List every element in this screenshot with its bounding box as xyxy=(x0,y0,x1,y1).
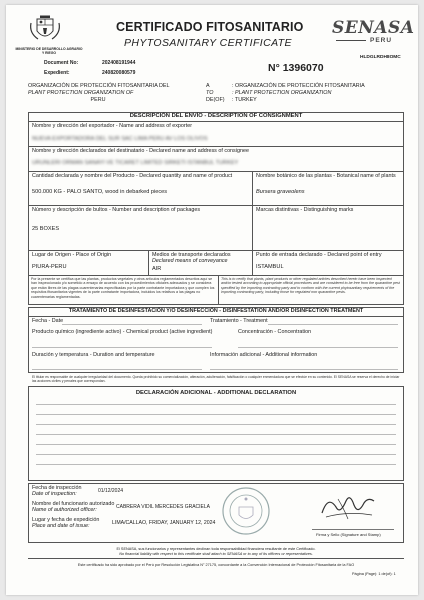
rule xyxy=(28,275,404,276)
expedient-value: 240820080579 xyxy=(102,70,136,76)
rule xyxy=(28,171,404,172)
rule xyxy=(28,558,404,559)
from-org-es: ORGANIZACIÓN DE PROTECCIÓN FITOSANITARIA DEL xyxy=(28,83,170,89)
to-of: DE(OF) xyxy=(206,97,225,103)
expedient-label: Expedient: xyxy=(44,70,70,76)
additional-info-label: Información adicional - Additional information xyxy=(210,352,318,358)
concentration-label: Concentración - Concentration xyxy=(238,329,312,335)
consignment-title: DESCRIPCIÓN DEL ENVÍO - DESCRIPTION OF CONSIGNMENT xyxy=(129,113,303,119)
rule xyxy=(36,404,396,405)
certificate-page xyxy=(6,5,418,595)
rule xyxy=(32,369,202,370)
botanical-label: Nombre botánico de las plantas - Botanical name of plants xyxy=(256,173,396,179)
rule xyxy=(36,414,396,415)
transport-value: AIR xyxy=(152,266,162,272)
exporter-value: NUEVA EXPORTADORA DEL SUR SAC LIMA PERU AV LOS OLIVOS xyxy=(32,136,208,142)
botanical-value: Bursera graveolens xyxy=(256,189,305,195)
certification-text-en: This is to certify that plants, plant products or other regulated articles described herein have been inspected and/or tested according to appropriate official procedures and are considered to be free from the quarantine pest specified by the importing contracting party and to conform with the current phytosanitary requirements of the importing contracting party, including those for regulated non quarantine pests. xyxy=(221,277,400,295)
certificate-number: N° 1396070 xyxy=(268,62,324,74)
transport-label-es: Medios de transporte declarados xyxy=(152,252,231,258)
signature-caption: Firma y Sello (Signature and Stamp) xyxy=(316,532,381,537)
senasa-logo: SENASA xyxy=(332,18,415,38)
additional-declaration-title: DECLARACIÓN ADICIONAL - ADDITIONAL DECLARATION xyxy=(135,390,297,396)
declaration-lines xyxy=(36,404,396,474)
entry-value: ISTAMBUL xyxy=(256,264,284,270)
rule xyxy=(28,205,404,206)
entry-label: Punto de entrada declarado - Declared point of entry xyxy=(256,252,382,258)
rule xyxy=(28,250,404,251)
treatment-label: Tratamiento - Treatment xyxy=(210,318,268,324)
document-no-label: Document No: xyxy=(44,60,79,66)
rule xyxy=(268,324,398,325)
rule xyxy=(36,454,396,455)
rule xyxy=(28,146,404,147)
rule xyxy=(36,434,396,435)
to-a: A xyxy=(206,83,210,89)
treatment-title: TRATAMIENTO DE DESINFESTACIÓN Y/O DESINFECCIÓN - DISINFESTATION AND/OR DISINFECTION TREATMENT xyxy=(68,308,364,314)
quantity-value: 500.000 KG - PALO SANTO, wood in debarked pieces xyxy=(32,189,168,195)
treatment-date-label: Fecha - Date xyxy=(32,318,64,324)
rule xyxy=(252,250,253,275)
place-label-en: Place and date of issue: xyxy=(32,523,90,529)
origin-label: Lugar de Origen - Place of Origin xyxy=(32,252,112,258)
transport-label-en: Declared means of conveyance xyxy=(152,258,228,264)
title-english: PHYTOSANITARY CERTIFICATE xyxy=(124,37,292,49)
packages-label: Número y descripción de bultos - Number and description of packages xyxy=(32,207,201,213)
ministry-name: MINISTERIO DE DESARROLLO AGRARIO Y RIEGO xyxy=(15,47,83,55)
inspection-date-label-en: Date of inspection: xyxy=(32,491,77,497)
inspection-date-label-es: Fecha de inspección xyxy=(32,485,82,491)
officer-signature xyxy=(318,489,378,523)
rule xyxy=(36,444,396,445)
rule xyxy=(36,464,396,465)
rule xyxy=(218,275,219,305)
officer-name: CABRERA VIDIL MERCEDES GRACIELA xyxy=(116,504,211,510)
document-no-value: 202408191944 xyxy=(102,60,136,66)
from-org-country: PERU xyxy=(90,97,106,103)
rule xyxy=(62,324,202,325)
rule xyxy=(238,347,398,348)
to-to: TO xyxy=(206,90,214,96)
from-org-en: PLANT PROTECTION ORGANIZATION OF xyxy=(28,90,134,96)
title-spanish: CERTIFICADO FITOSANITARIO xyxy=(116,20,304,34)
place-date-value: LIMA/CALLAO, FRIDAY, JANUARY 12, 2024 xyxy=(112,520,216,526)
inspection-date-value: 01/12/2024 xyxy=(98,488,124,494)
senasa-logo-sub: PERU xyxy=(370,37,393,44)
official-stamp xyxy=(220,485,272,537)
chemical-label: Producto químico (ingrediente activo) - Chemical product (active ingredient) xyxy=(32,329,213,335)
officer-label-en: Name of authorized officer: xyxy=(32,507,97,513)
rule xyxy=(210,369,398,370)
rule xyxy=(28,121,404,122)
origin-value: PIURA-PERU xyxy=(32,264,67,270)
marks-label: Marcas distintivas - Distinguishing marks xyxy=(256,207,354,213)
quantity-label: Cantidad declarada y nombre del Producto - Declared quantity and name of product xyxy=(32,173,233,179)
rule xyxy=(28,316,404,317)
rule xyxy=(148,250,149,275)
rule xyxy=(32,347,212,348)
to-org-es: : ORGANIZACIÓN DE PROTECCIÓN FITOSANITARIA xyxy=(232,83,365,89)
rule xyxy=(312,529,394,530)
place-label-es: Lugar y fecha de expedición xyxy=(32,517,100,523)
to-country: : TURKEY xyxy=(232,97,257,103)
peru-coat-of-arms xyxy=(28,15,62,45)
logo-underline xyxy=(336,40,366,41)
footer-disclaimer-es: El SENASA, sus funcionarios y representantes declinan toda responsabilidad financiera resultante de este Certificado. xyxy=(116,547,316,551)
packages-value: 25 BOXES xyxy=(32,226,60,232)
duration-label: Duración y temperatura - Duration and temperature xyxy=(32,352,155,358)
consignee-value: URUNLERI ORMAN SANAYI VE TICARET LIMITED SIRKETI ISTANBUL TURKEY xyxy=(32,160,239,166)
footer-legal: Este certificado ha sido aprobado por el Perú por Resolución Legislativa N° 27175, concordante a la Convención Internacional de Protección Fitosanitaria de la FAO xyxy=(77,563,355,567)
to-org-en: : PLANT PROTECTION ORGANIZATION xyxy=(232,90,332,96)
certification-text-es: Por la presente se certifica que las plantas, productos vegetales y otros artículos reglamentados descritos aquí se han inspeccionado y/o sometido a ensayo de acuerdo con los procedimientos oficiales adecuados y se considera que están libres de las plagas cuarentenarias especificadas por la parte contratante importadora y que cumplen los requisitos fitosanitarios vigentes de la parte contratante importadora, incluidos los relativos a las plagas no cuarentenarias reglamentadas. xyxy=(31,277,215,299)
exporter-label: Nombre y dirección del exportador - Name and address of exporter xyxy=(32,123,193,129)
officer-label-es: Nombre del funcionario autorizado xyxy=(32,501,115,507)
rule xyxy=(252,171,253,250)
holder-warning: El titular es responsable de cualquier irregularidad del documento. Queda prohibido su comercialización, alteración, adulteración, falsificación o cualquier enmendadura que se efectúe en su contenido. El SENASA se reserva el derecho de iniciar las acciones civiles y penales que correspondan. xyxy=(32,375,400,384)
rule xyxy=(36,424,396,425)
consignee-label: Nombre y dirección declarados del destinatario - Declared name and address of consignee xyxy=(32,148,249,154)
page-number: Página (Page): 1 de(of): 1 xyxy=(352,572,396,576)
footer-disclaimer-en: No financial liability with respect to this certificate shall attach to SENASA or to any of its officers or representatives. xyxy=(119,552,313,556)
document-code: HLDGLRDH8OMC xyxy=(360,55,401,60)
